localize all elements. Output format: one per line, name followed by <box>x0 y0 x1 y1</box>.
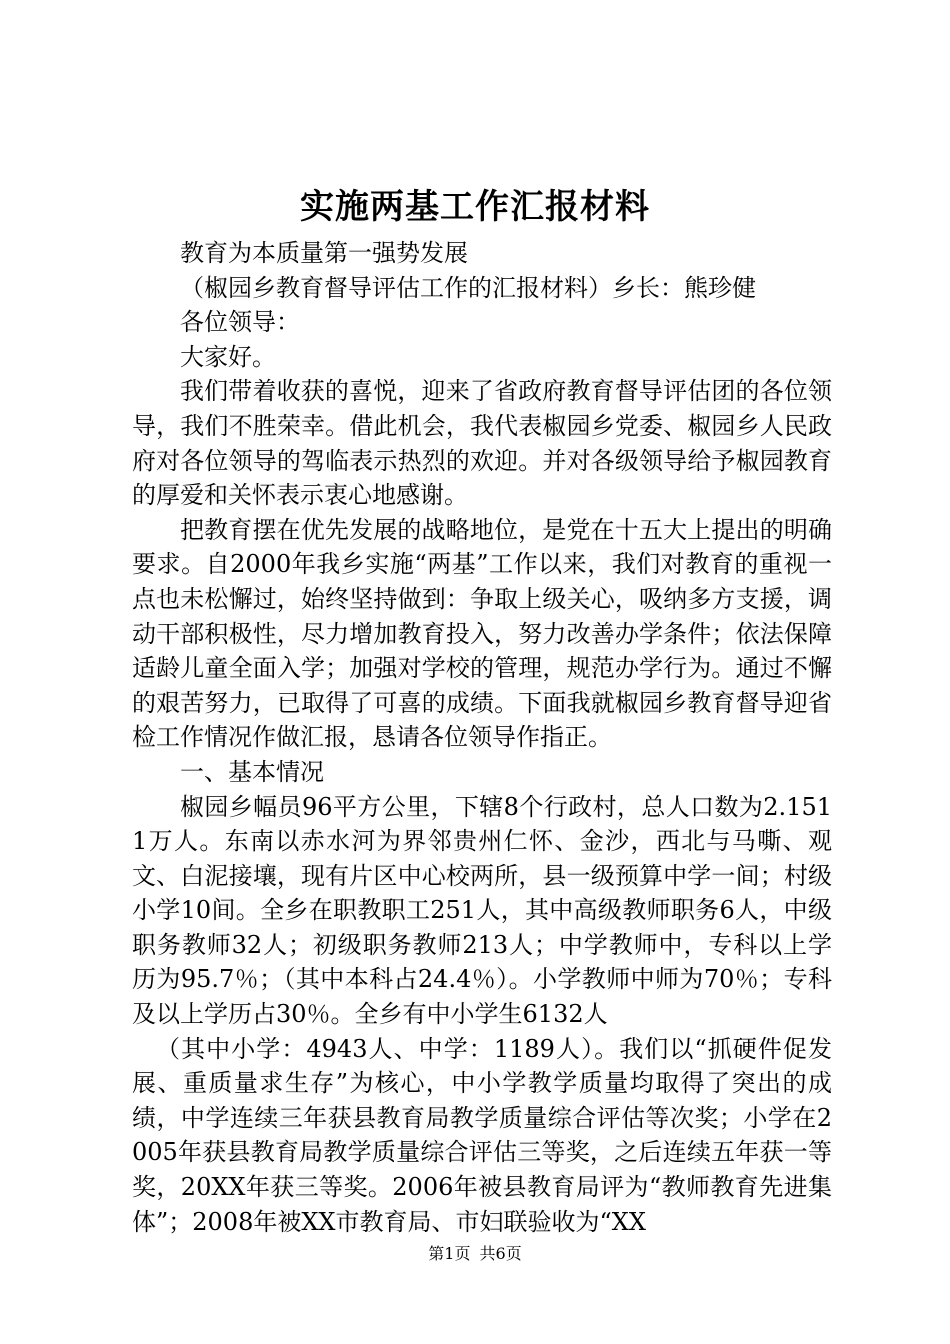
salutation-paragraph: 各位领导： <box>180 308 300 337</box>
section-heading-basic: 一、基本情况 <box>180 757 324 786</box>
page-number-total: 共6页 <box>479 1244 522 1263</box>
body-paragraph-welcome: 我们带着收获的喜悦，迎来了省政府教育督导评估团的各位领导，我们不胜荣幸。借此机会，我代表椒园乡党委、椒园乡人民政府对各位领导的驾临表示热烈的欢迎。并对各级领导给予椒园教育的厚爱和关怀表示衷心地感谢。 <box>132 377 832 510</box>
greeting-paragraph: 大家好。 <box>180 342 276 371</box>
body-paragraph-basic-info: 椒园乡幅员96平方公里，下辖8个行政村，总人口数为2.1511万人。东南以赤水河为界邻贵州仁怀、金沙，西北与马嘶、观文、白泥接壤，现有片区中心校两所，县一级预算中学一间；村级小学10间。全乡在职教职工251人，其中高级教师职务6人，中级职务教师32人；初级职务教师213人；中学教师中，专科以上学历为95.7％；（其中本科占24.4％）。小学教师中师为70％；专科及以上学历占30％。全乡有中小学生6132人 <box>132 792 832 1029</box>
document-body <box>132 236 832 1239</box>
page-number-current: 第1页 <box>428 1244 471 1263</box>
document-title: 实施两基工作汇报材料 <box>300 187 650 227</box>
page-footer <box>0 1243 950 1265</box>
report-source-paragraph: （椒园乡教育督导评估工作的汇报材料）乡长：熊珍健 <box>180 273 756 302</box>
body-paragraph-achievements: （其中小学：4943人、中学：1189人）。我们以“抓硬件促发展、重质量求生存”为核心，中小学教学质量均取得了突出的成绩，中学连续三年获县教育局教学质量综合评估等次奖；小学在2005年获县教育局教学质量综合评估三等奖，之后连续五年获一等奖，20XX年获三等奖。2006年被县教育局评为“教师教育先进集体”；2008年被XX市教育局、市妇联验收为“XX <box>132 1034 832 1236</box>
subtitle-paragraph: 教育为本质量第一强势发展 <box>180 239 468 267</box>
body-paragraph-priority: 把教育摆在优先发展的战略地位，是党在十五大上提出的明确要求。自2000年我乡实施“两基”工作以来，我们对教育的重视一点也未松懈过，始终坚持做到：争取上级关心，吸纳多方支援，调动干部积极性，尽力增加教育投入，努力改善办学条件；依法保障适龄儿童全面入学；加强对学校的管理，规范办学行为。通过不懈的艰苦努力，已取得了可喜的成绩。下面我就椒园乡教育督导迎省检工作情况作做汇报，恳请各位领导作指正。 <box>132 515 832 752</box>
